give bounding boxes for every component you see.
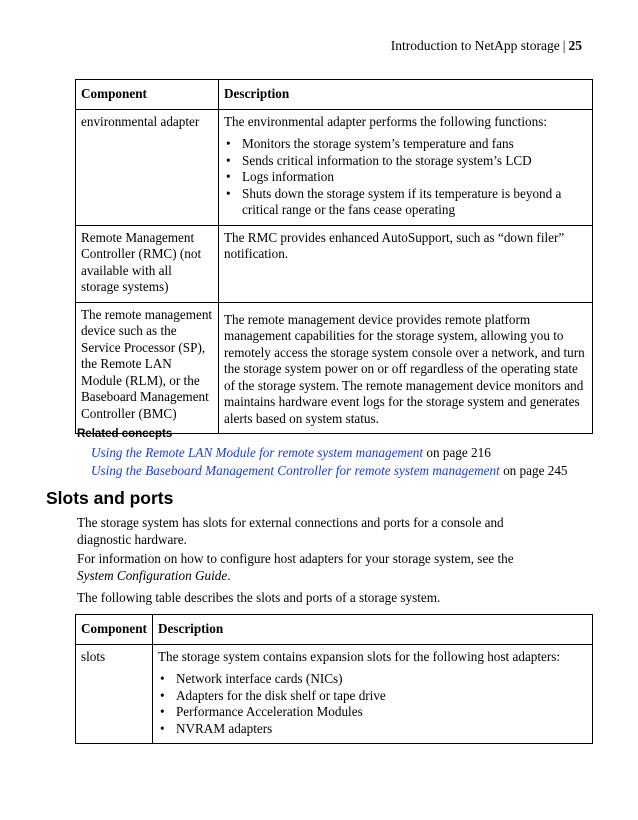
column-header-component: Component xyxy=(76,80,219,110)
section-paragraph: The storage system has slots for external connections and ports for a console and diagnostic hardware. xyxy=(77,515,504,547)
list-item: • Sends critical information to the storage system’s LCD xyxy=(224,153,587,170)
link-baseboard-management-controller[interactable]: Using the Baseboard Management Controller for remote system management xyxy=(91,463,500,478)
header-separator: | xyxy=(562,38,566,53)
bullet-list xyxy=(224,136,587,219)
table-cell-component: slots xyxy=(76,644,153,744)
paragraph-text: . xyxy=(227,568,231,583)
slots-ports-table xyxy=(75,614,593,744)
page-number: 25 xyxy=(568,38,582,53)
link-remote-lan-module[interactable]: Using the Remote LAN Module for remote system management xyxy=(91,445,424,460)
related-link-line xyxy=(91,445,491,461)
table-header-row xyxy=(76,80,593,110)
table-row xyxy=(76,225,593,302)
table-cell-component: Remote Management Controller (RMC) (not available with all storage systems) xyxy=(76,225,219,302)
list-item: • Monitors the storage system’s temperature and fans xyxy=(224,136,587,153)
table-cell-description: The remote management device provides remote platform management capabilities for the storage system, allowing you to remotely access the storage system console over a network, and turn the storage system power on or off regardless of the operating state of the storage system. The remote management device monitors and maintains hardware event logs for the storage system and generates alerts based on system status. xyxy=(219,302,593,434)
table-row xyxy=(76,644,593,744)
table-cell-description xyxy=(152,644,592,744)
related-concepts-heading: Related concepts xyxy=(77,428,173,440)
table-row xyxy=(76,302,593,434)
guide-title: System Configuration Guide xyxy=(77,568,228,583)
cell-intro: The environmental adapter performs the following functions: xyxy=(224,113,547,129)
list-item: • Shuts down the storage system if its temperature is beyond a critical range or the fans cease operating xyxy=(224,186,587,219)
table-cell-component: environmental adapter xyxy=(76,109,219,225)
list-item: • Performance Acceleration Modules xyxy=(158,704,587,721)
link-page-ref: on page 245 xyxy=(499,463,568,478)
paragraph-text: For information on how to configure host adapters for your storage system, see the xyxy=(77,551,514,566)
list-item: • Logs information xyxy=(224,169,587,186)
table-header-row xyxy=(76,615,593,645)
bullet-list xyxy=(158,671,587,737)
list-item: • NVRAM adapters xyxy=(158,721,587,738)
header-title: Introduction to NetApp storage xyxy=(390,38,560,53)
table-row xyxy=(76,109,593,225)
running-header xyxy=(391,38,582,54)
cell-intro: The storage system contains expansion slots for the following host adapters: xyxy=(157,648,561,664)
table-cell-component: The remote management device such as the Service Processor (SP), the Remote LAN Module (RLM), or the Baseboard Management Controller (BMC) xyxy=(76,302,219,434)
components-table xyxy=(75,79,593,434)
section-paragraph xyxy=(77,550,547,584)
column-header-description: Description xyxy=(152,615,592,645)
table-cell-description xyxy=(219,109,593,225)
link-page-ref: on page 216 xyxy=(423,445,491,460)
table-cell-description: The RMC provides enhanced AutoSupport, such as “down filer” notification. xyxy=(219,225,593,302)
list-item: • Network interface cards (NICs) xyxy=(158,671,587,688)
column-header-description: Description xyxy=(219,80,593,110)
section-paragraph: The following table describes the slots and ports of a storage system. xyxy=(77,590,441,605)
section-heading: Slots and ports xyxy=(46,488,174,508)
column-header-component: Component xyxy=(76,615,153,645)
list-item: • Adapters for the disk shelf or tape drive xyxy=(158,688,587,705)
related-link-line xyxy=(91,463,568,479)
